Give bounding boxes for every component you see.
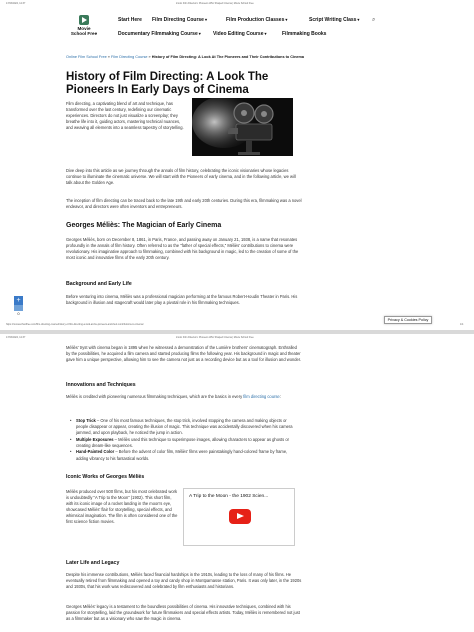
print-document-title: Iconic Film Directors: Pioneers Who Shaped Cinema | Movie School Free <box>176 2 254 5</box>
search-icon[interactable]: ⌕ <box>372 17 376 23</box>
nav-documentary-filmmaking-course[interactable]: Documentary Filmmaking Course▾ <box>118 31 201 37</box>
journey-paragraph: Méliès' tryst with cinema began in 1895 when he witnessed a demonstration of the Lumière brothers' cinematograph. Enthralled by the possibilities, he acquired a film camera and started producing films the following year. His background in magic and theater gave him a unique perspective, allowing him to see the camera not just as a recording device but as a tool for illusion and wonder. <box>66 345 302 363</box>
inception-paragraph: The inception of film directing can be traced back to the late 19th and early 20th centuries. During this era, filmmaking was a novel endeavor, and directors were often inventors and entrepreneurs. <box>66 198 302 210</box>
nav-script-writing-class[interactable]: Script Writing Class▾ <box>309 17 360 23</box>
chevron-down-icon: ▾ <box>198 31 201 36</box>
site-logo[interactable] <box>66 15 102 37</box>
subheading-innovations: Innovations and Techniques <box>66 382 136 388</box>
print-page-number: 1/4 <box>460 323 464 326</box>
chevron-down-icon: ▾ <box>357 17 360 22</box>
print-timestamp: 17/03/2024, 12:37 <box>6 2 26 5</box>
nav-filmmaking-books[interactable]: Filmmaking Books <box>282 31 327 37</box>
print-page-2 <box>0 334 474 632</box>
nav-film-production-classes[interactable]: Film Production Classes▾ <box>226 17 288 23</box>
melies-paragraph: Georges Méliès, born on December 8, 1861, in Paris, France, and passing away on January 21, 1938, is a name that resonates profoundly in the annals of film history. Often referred to as the "father of special effects," Méliès' contributions to cinema were revolutionary. His imaginative approach to filmmaking, combined with his background in magic, led to the creation of some of the most iconic and innovative films of the early 20th century. <box>66 237 299 261</box>
background-paragraph: Before venturing into cinema, Méliès was a professional magician performing at the famous Robert-Houdin Theater in Paris. His background in illusion and stagecraft would later play a pivotal role in his filmmaking techniques. <box>66 294 298 306</box>
logo-play-icon <box>79 15 89 25</box>
innovations-paragraph: Méliès is credited with pioneering numerous filmmaking techniques, which are the basics in every film directing course: <box>66 394 281 399</box>
legacy-paragraph: Georges Méliès' legacy is a testament to the boundless possibilities of cinema. His innovative techniques, combined with his passion for storytelling, laid the groundwork for future filmmakers and special effects artists. Today, Méliès is remembered not just as a filmmaker but as a visionary who saw the magic in cinema. <box>66 604 300 622</box>
breadcrumb-current: History of Film Directing: A Look At The Pioneers and Their Contributions to Cinema <box>151 55 305 59</box>
intro-paragraph: Film directing, a captivating blend of art and technique, has transformed over the last century, redefining our cinematic experiences. Directors do not just visualize a screenplay; they breathe life into it, guiding actors, mastering technical nuances, and weaving all elements into a seamless tapestry of storytelling. <box>66 101 184 131</box>
film-projector-image <box>192 98 293 156</box>
breadcrumb-home[interactable]: Online Film School Free <box>66 55 107 59</box>
film-directing-course-link[interactable]: film directing course <box>243 394 280 399</box>
list-item: • Multiple Exposures – Méliès used this technique to superimpose images, allowing characters to appear as ghosts or creating dream-like sequences. <box>66 437 294 449</box>
list-item: • Hand-Painted Color – Before the advent of color film, Méliès' films were painstakingly hand-colored frame by frame, adding vibrancy to his fantastical worlds. <box>66 449 294 461</box>
section-heading-melies: Georges Méliès: The Magician of Early Cinema <box>66 222 222 229</box>
chevron-down-icon: ▾ <box>264 31 267 36</box>
print-url: https://movieschoolfree.com/film-directing-course/history-of-film-directing-a-look-at-the-pioneers-and-their-contributions-to-cinema/ <box>6 323 144 326</box>
later-life-paragraph: Despite his immense contributions, Méliès faced financial hardships in the 1910s, leading to the loss of many of his films. He eventually retired from filmmaking and opened a toy and candy shop in Montparnasse station, Paris. It was only later, in the 1920s and 1930s, that his work was rediscovered and celebrated by film enthusiasts and historians. <box>66 572 302 590</box>
share-button[interactable] <box>14 296 23 305</box>
share-count: 0 <box>17 311 20 316</box>
subheading-background: Background and Early Life <box>66 281 132 287</box>
video-title: A Trip to the Moon - the 1902 Scien... <box>189 494 269 499</box>
subheading-later-life: Later Life and Legacy <box>66 560 120 566</box>
plus-icon: + <box>16 297 21 304</box>
play-icon[interactable] <box>229 509 251 524</box>
logo-text-line-1: Movie <box>77 26 91 31</box>
chevron-down-icon: ▾ <box>204 17 207 22</box>
subheading-iconic-works: Iconic Works of Georges Méliès <box>66 474 145 480</box>
youtube-video-embed[interactable] <box>183 488 295 546</box>
page-title: History of Film Directing: A Look The Pioneers In Early Days of Cinema <box>66 71 269 96</box>
dive-paragraph: Dive deep into this article as we journey through the annals of film history, celebrating the iconic visionaries whose legacies continue to illuminate the cinematic universe. We will start with the Pioneers of early cinema, and in the following article, we will talk about the Golden Age. <box>66 168 296 186</box>
breadcrumb-section[interactable]: Film Directing Course <box>110 55 148 59</box>
nav-film-directing-course[interactable]: Film Directing Course▾ <box>152 17 207 23</box>
chevron-down-icon: ▾ <box>285 17 288 22</box>
techniques-list <box>66 418 294 462</box>
print-document-title: Iconic Film Directors: Pioneers Who Shaped Cinema | Movie School Free <box>176 336 254 339</box>
breadcrumb: Online Film School Free » Film Directing Course » History of Film Directing: A Look At The Pioneers and Their Contributions to Cinema <box>66 55 305 59</box>
nav-video-editing-course[interactable]: Video Editing Course▾ <box>213 31 267 37</box>
list-item: • Stop Trick – One of his most famous techniques, the stop trick, involved stopping the camera and making objects or people disappear or appear, creating the illusion of magic. This technique was accidentally discovered when his camera jammed, and upon playback, he noticed the jump in action. <box>66 418 294 436</box>
nav-start-here[interactable]: Start Here <box>118 17 142 23</box>
iconic-works-paragraph: Méliès produced over 500 films, but his most celebrated work is undoubtedly "A Trip to the Moon" (1902). This short film, with its iconic image of a rocket landing in the moon's eye, showcased Méliès' flair for storytelling, special effects, and whimsical imagination. The film is often considered one of the first science fiction movies. <box>66 489 178 525</box>
print-timestamp: 17/03/2024, 12:37 <box>6 336 26 339</box>
logo-text-line-2: School Free <box>70 31 98 37</box>
privacy-policy-button[interactable]: Privacy & Cookies Policy <box>384 316 432 324</box>
